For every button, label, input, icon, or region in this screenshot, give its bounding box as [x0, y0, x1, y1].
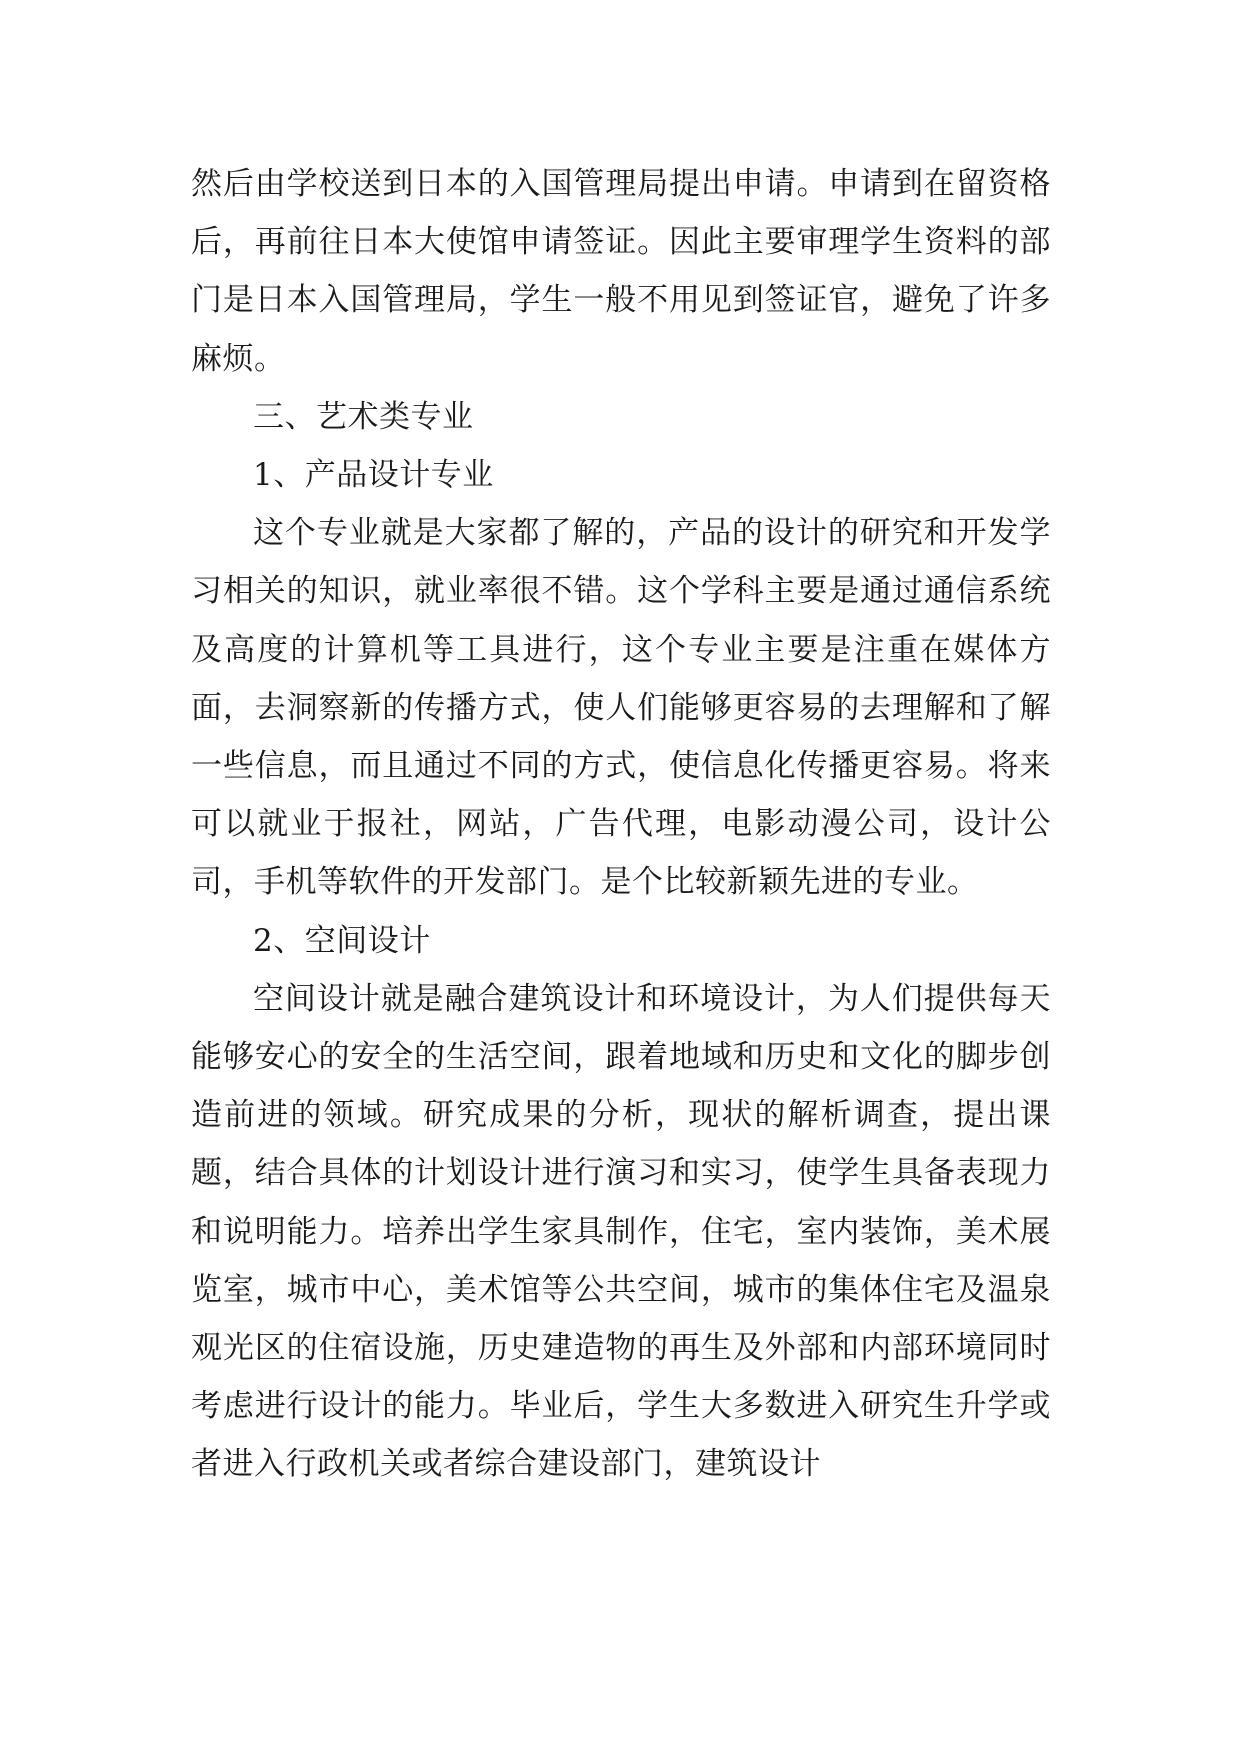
paragraph-visa-process: 然后由学校送到日本的入国管理局提出申请。申请到在留资格后，再前往日本大使馆申请签证。因此主要审理学生资料的部门是日本入国管理局，学生一般不用见到签证官，避免了许多麻烦。 [191, 166, 1051, 377]
paragraph-space-design: 空间设计就是融合建筑设计和环境设计，为人们提供每天能够安心的安全的生活空间，跟着地域和历史和文化的脚步创造前进的领域。研究成果的分析，现状的解析调查，提出课题，结合具体的计划设计进行演习和实习，使学生具备表现力和说明能力。培养出学生家具制作，住宅，室内装饰，美术展览室，城市中心，美术馆等公共空间，城市的集体住宅及温泉观光区的住宿设施，历史建造物的再生及外部和内部环境同时考虑进行设计的能力。毕业后，学生大多数进入研究生升学或者进入行政机关或者综合建设部门，建筑设计 [191, 980, 1051, 1483]
subheading-space-design: 2、空间设计 [253, 922, 431, 959]
document-body [191, 155, 1051, 1494]
paragraph-product-design: 这个专业就是大家都了解的，产品的设计的研究和开发学习相关的知识，就业率很不错。这个学科主要是通过通信系统及高度的计算机等工具进行，这个专业主要是注重在媒体方面，去洞察新的传播方式，使人们能够更容易的去理解和了解一些信息，而且通过不同的方式，使信息化传播更容易。将来可以就业于报社，网站，广告代理，电影动漫公司，设计公司，手机等软件的开发部门。是个比较新颖先进的专业。 [191, 515, 1051, 901]
section-heading-art-majors: 三、艺术类专业 [253, 398, 474, 435]
subheading-product-design: 1、产品设计专业 [253, 457, 494, 494]
